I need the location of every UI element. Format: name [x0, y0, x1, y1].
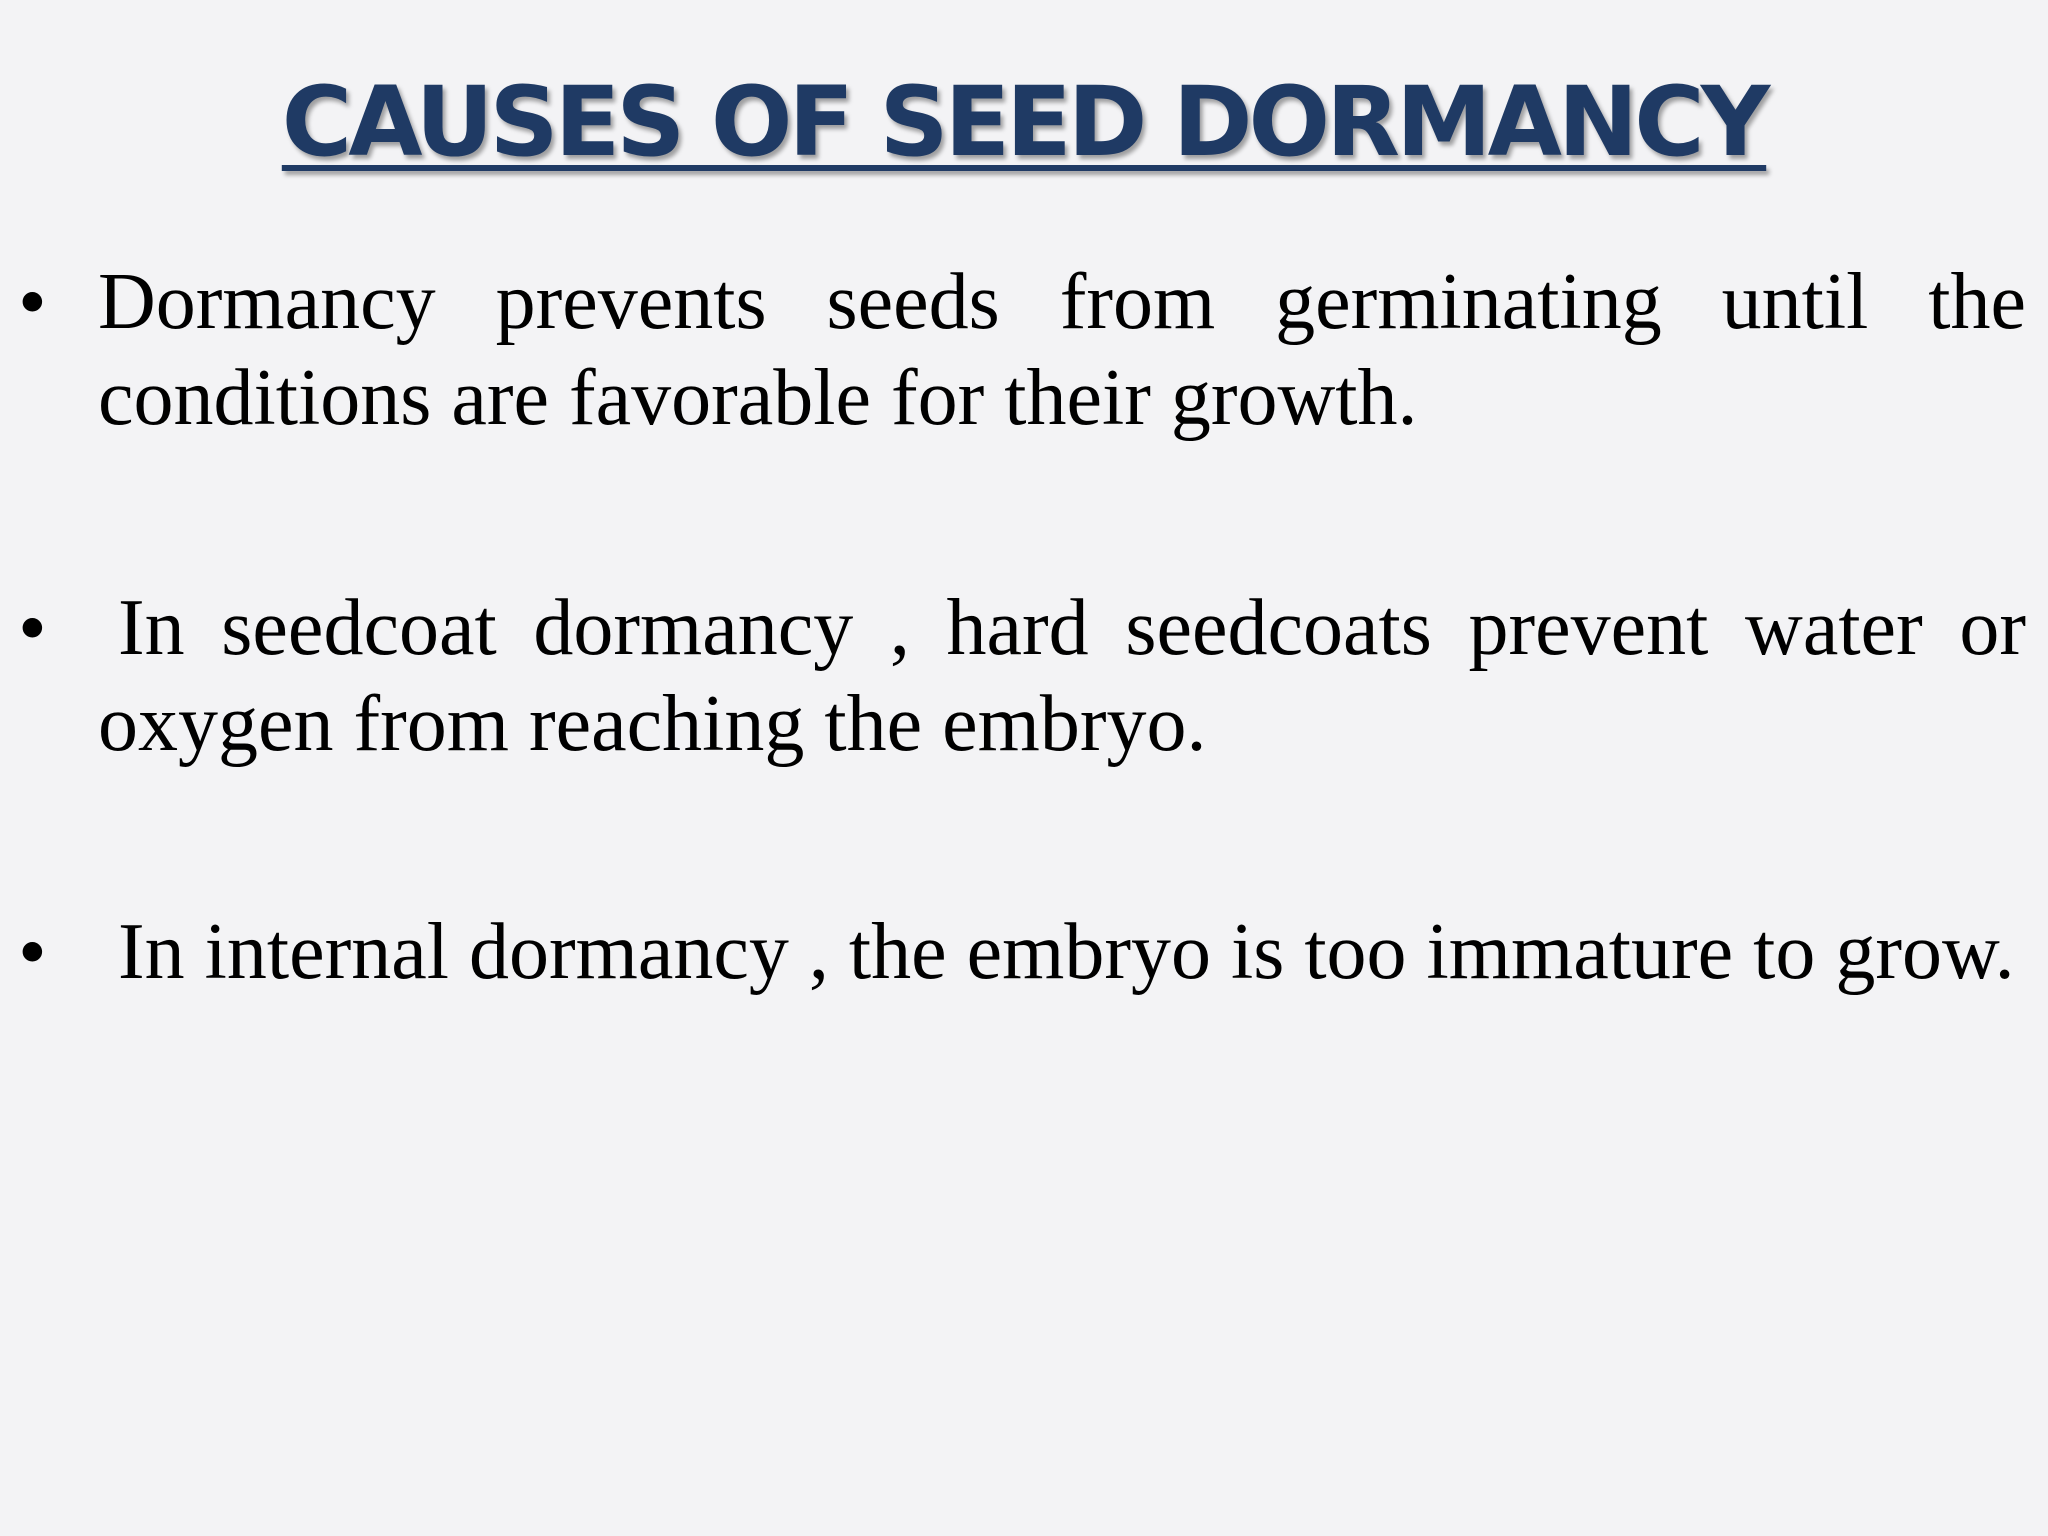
bullet-text: Dormancy prevents seeds from germinating until the conditions are favorable for their growth.: [98, 258, 2026, 442]
bullet-marker: •: [18, 906, 47, 997]
bullet-marker: •: [18, 256, 47, 347]
bullet-marker: •: [18, 582, 47, 673]
bullet-text: In internal dormancy , the embryo is too immature to grow.: [118, 908, 2015, 996]
slide-title-text: CAUSES OF SEED DORMANCY: [281, 66, 1767, 178]
bullet-text: In seedcoat dormancy , hard seedcoats prevent water or oxygen from reaching the embryo.: [98, 584, 2026, 768]
